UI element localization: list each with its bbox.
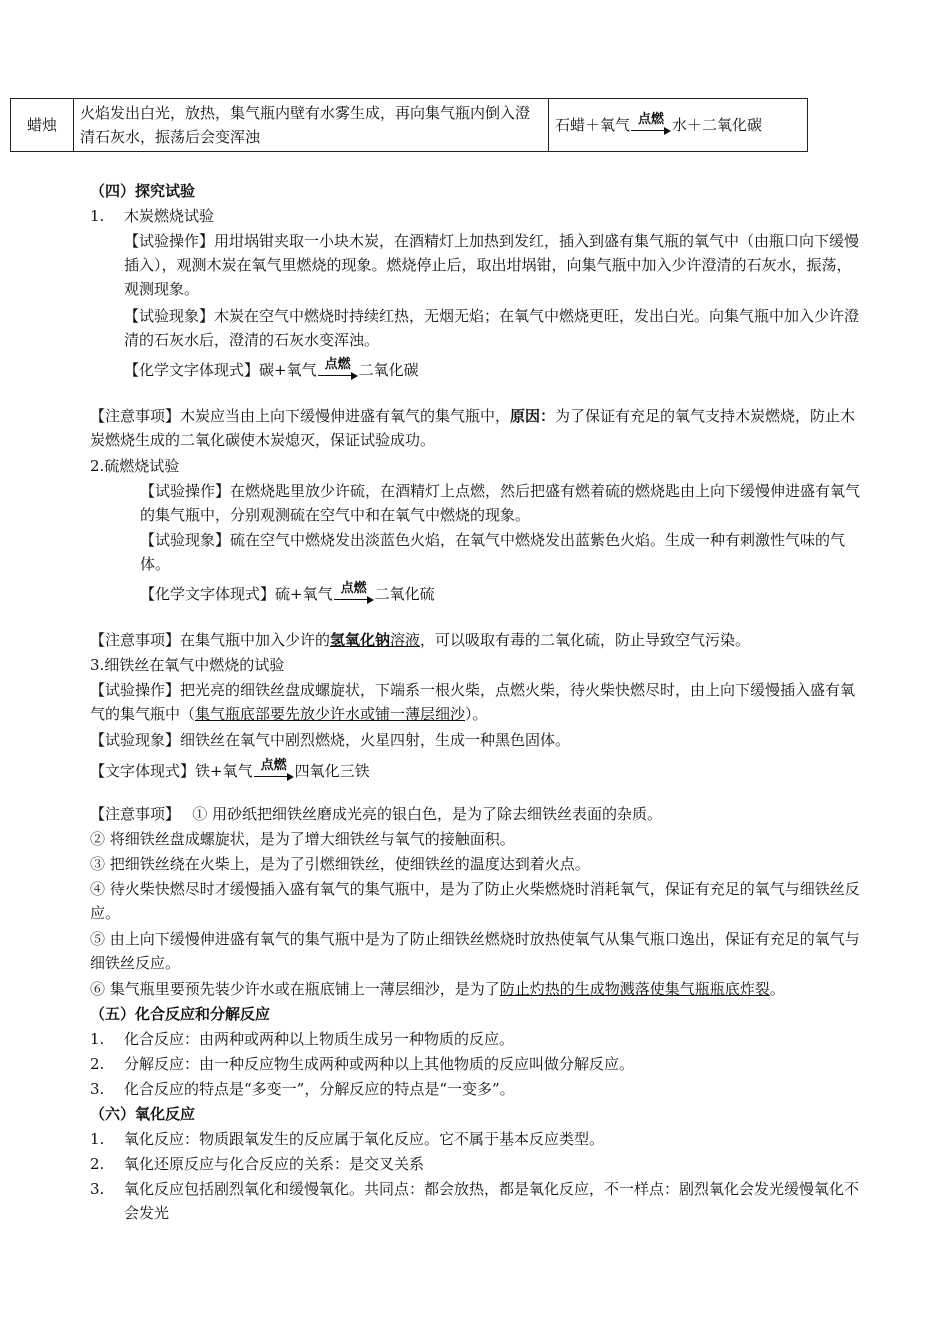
list-number: 1. [90,207,105,225]
eq-left: 【文字体现式】铁+氧气 [90,762,253,780]
list-item: 氧化反应：物质跟氧发生的反应属于氧化反应。它不属于基本反应类型。 [124,1130,605,1148]
caution-note: ④ 待火柴快燃尽时才缓慢插入盛有氧气的集气瓶中，是为了防止火柴燃烧时消耗氧气，保证有充足的氧气与细铁丝反应。 [90,880,860,922]
underlined-term: 溶液 [390,631,421,649]
experiment-operation [90,678,862,726]
table-row [11,99,808,152]
underlined-term: 集气瓶底部要先放少许水或铺一薄层细沙 [195,705,466,723]
list-number: 3. [90,1080,105,1098]
eq-right: 二氧化碳 [358,361,419,379]
caution-note [90,404,862,452]
op-text: ）。 [465,705,488,723]
substance-cell: 蜡烛 [11,99,74,152]
caution-note: ③ 把细铁丝绕在火柴上，是为了引燃细铁丝，使细铁丝的温度达到着火点。 [90,855,590,873]
list-number: 1. [90,1130,105,1148]
experiment-operation: 【试验操作】在燃烧匙里放少许硫，在酒精灯上点燃，然后把盛有燃着硫的燃烧匙由上向下缓慢伸进盛有氧气的集气瓶中，分别观测硫在空气中和在氧气中燃烧的现象。 [140,482,861,524]
reaction-condition: 点燃 [340,581,367,596]
list-number: 2. [90,1155,105,1173]
list-item: 氧化还原反应与化合反应的关系：是交叉关系 [124,1155,425,1173]
note-text: ⑥ 集气瓶里要预先装少许水或在瓶底铺上一薄层细沙，是为了 [90,980,500,998]
note-text: 【注意事项】木炭应当由上向下缓慢伸进盛有氧气的集气瓶中， [90,407,511,425]
list-item: 化合反应：由两种或两种以上物质生成另一种物质的反应。 [124,1030,515,1048]
section-heading: （五）化合反应和分解反应 [90,1005,271,1023]
list-item: 氧化反应包括剧烈氧化和缓慢氧化。共同点：都会放热，都是氧化反应，不一样点：剧烈氧化会发光缓慢氧化不会发光 [124,1180,860,1222]
eq-left: 【化学文字体现式】硫+氧气 [140,585,333,603]
list-item: 化合反应的特点是“多变一”，分解反应的特点是“一变多”。 [124,1080,515,1098]
op-text: 【试验操作】把光亮的细铁丝盘成螺旋状，下端系一根火柴，点燃火柴，待火柴快燃尽时，由上向下缓慢插入盛有氧气的集气瓶中（ [90,681,856,723]
candle-table [10,98,808,152]
list-number: 1. [90,1030,105,1048]
underlined-term: 氢氧化钠 [330,631,391,649]
experiment-operation: 【试验操作】用坩埚钳夹取一小块木炭，在酒精灯上加热到发红，插入到盛有集气瓶的氧气中（由瓶口向下缓慢插入），观测木炭在氧气里燃烧的现象。燃烧停止后，取出坩埚钳，向集气瓶中加入少许澄清的石灰水，振荡，观测现象。 [124,232,860,298]
equation [555,113,762,137]
experiment-title: 3.细铁丝在氧气中燃烧的试验 [90,656,285,674]
experiment-phenomenon: 【试验现象】硫在空气中燃烧发出淡蓝色火焰，在氧气中燃烧发出蓝紫色火焰。生成一种有刺激性气味的气体。 [140,531,846,573]
caution-note: 【注意事项】 ① 用砂纸把细铁丝磨成光亮的银白色，是为了除去细铁丝表面的杂质。 [90,805,663,823]
experiment-phenomenon: 【试验现象】木炭在空气中燃烧时持续红热，无烟无焰；在氧气中燃烧更旺，发出白光。向集气瓶中加入少许澄清的石灰水后，澄清的石灰水变浑浊。 [124,307,860,349]
caution-note: ⑤ 由上向下缓慢伸进盛有氧气的集气瓶中是为了防止细铁丝燃烧时放热使氧气从集气瓶口逸出，保证有充足的氧气与细铁丝反应。 [90,930,860,972]
caution-note [90,628,862,652]
section-heading: （四）探究试验 [90,182,196,200]
eq-right: 二氧化硫 [374,585,435,603]
experiment-phenomenon: 【试验现象】细铁丝在氧气中剧烈燃烧，火星四射，生成一种黑色固体。 [90,731,571,749]
experiment-title: 木炭燃烧试验 [124,207,215,225]
reaction-condition: 点燃 [324,357,351,372]
list-number: 2. [90,1055,105,1073]
reaction-condition: 点燃 [260,758,287,773]
note-text: ，可以吸取有毒的二氧化硫，防止导致空气污染。 [420,631,751,649]
reaction-arrow [334,581,374,606]
word-equation [140,582,435,606]
word-equation [124,358,419,382]
reaction-arrow [631,112,671,137]
eq-left: 【化学文字体现式】碳+氧气 [124,361,317,379]
note-text: 【注意事项】在集气瓶中加入少许的 [90,631,331,649]
experiment-title: 2.硫燃烧试验 [90,457,180,475]
note-text: 。 [769,980,785,998]
underlined-term: 防止灼热的生成物溅落使集气瓶瓶底炸裂 [499,980,770,998]
caution-note: ② 将细铁丝盘成螺旋状，是为了增大细铁丝与氧气的接触面积。 [90,830,515,848]
eq-right: 四氧化三铁 [294,762,370,780]
phenomenon-cell: 火焰发出白光，放热，集气瓶内壁有水雾生成，再向集气瓶内倒入澄清石灰水，振荡后会变浑浊 [74,99,549,152]
eq-right: 水＋二氧化碳 [672,116,763,134]
reaction-arrow [318,357,358,382]
list-number: 3. [90,1180,105,1198]
equation-cell [549,99,808,152]
reaction-arrow [254,758,294,783]
caution-note [90,977,870,1001]
list-item: 分解反应：由一种反应物生成两种或两种以上其他物质的反应叫做分解反应。 [124,1055,635,1073]
eq-left: 石蜡＋氧气 [555,116,631,134]
note-reason-label: 原因： [510,407,556,425]
word-equation [90,759,370,783]
reaction-condition: 点燃 [638,112,665,127]
note-text: 为了保证有充足的氧气支持木炭燃烧，防止木炭燃烧生成的二氧化碳使木炭熄灭，保证试验成功。 [90,407,856,449]
section-heading: （六）氧化反应 [90,1105,196,1123]
